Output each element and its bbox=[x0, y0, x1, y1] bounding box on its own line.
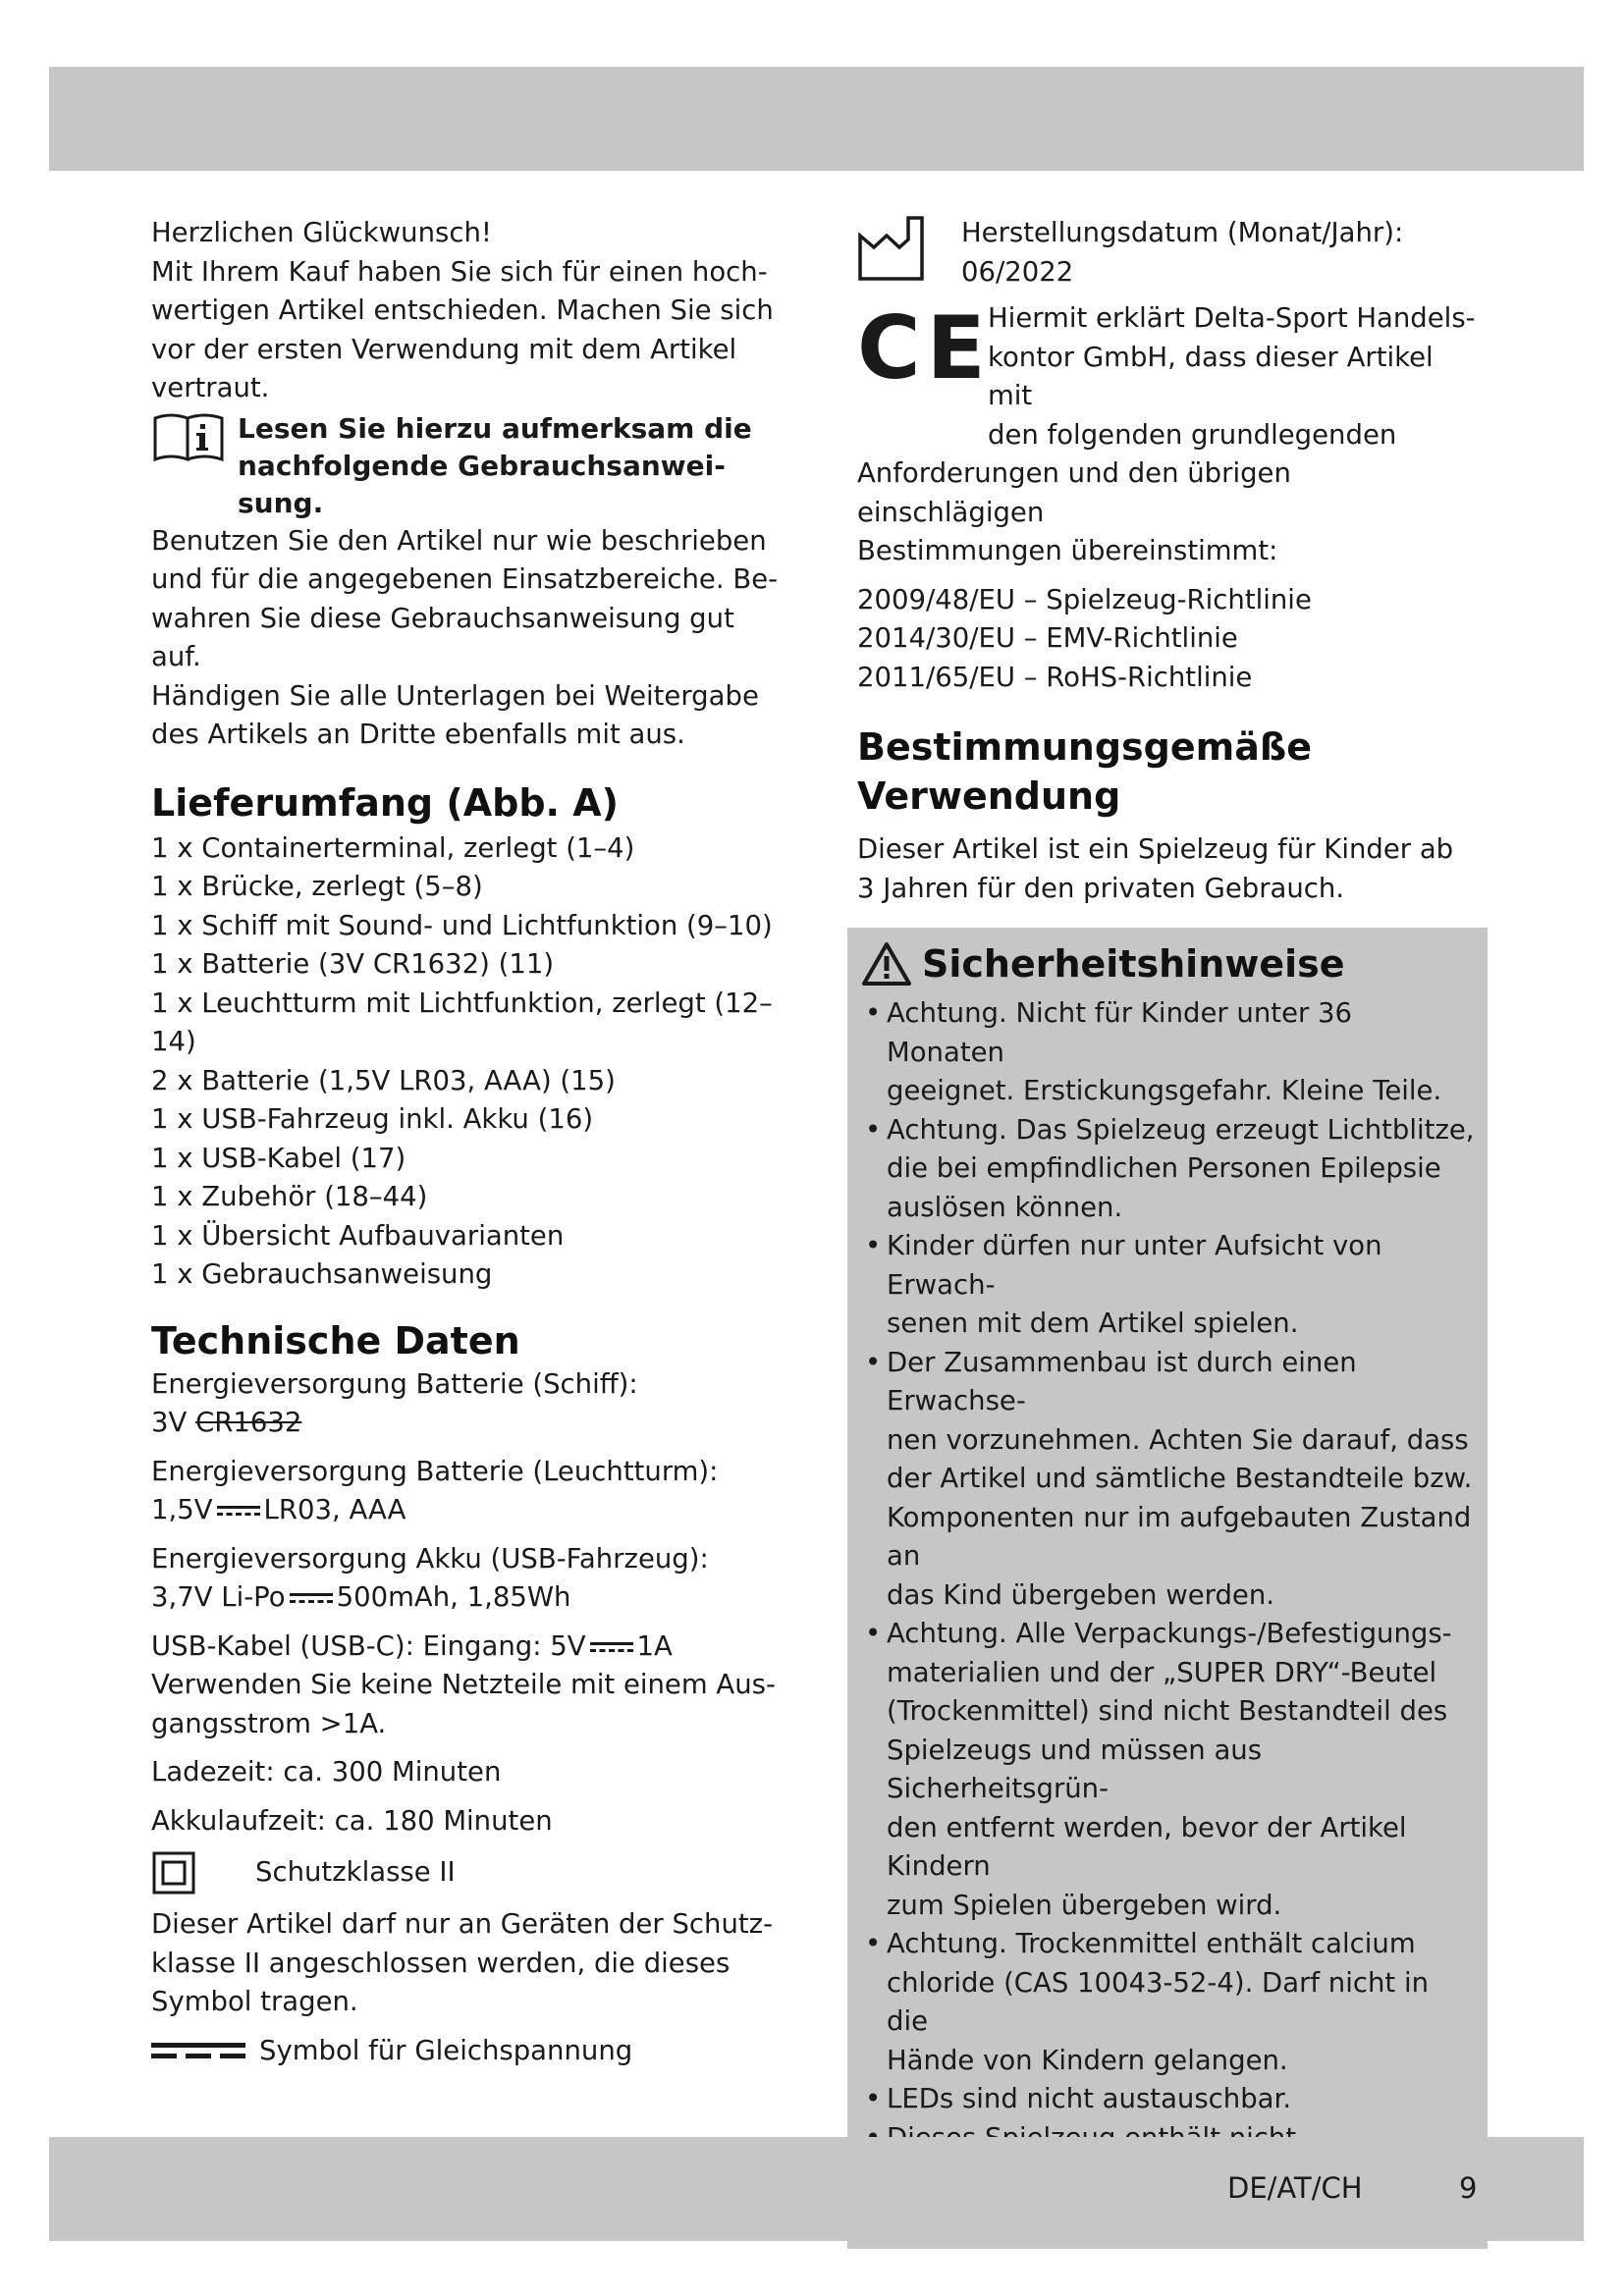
right-column bbox=[857, 214, 1486, 2249]
list-item: 1 x USB-Kabel (17) bbox=[151, 1142, 406, 1174]
usage-line: und für die angegebenen Einsatzbereiche. Be- bbox=[151, 563, 779, 595]
list-item bbox=[861, 1227, 1478, 1344]
directive-list bbox=[857, 581, 1486, 698]
usb-current: 1A bbox=[636, 1629, 673, 1662]
safety-line: das Kind übergeben werden. bbox=[887, 1578, 1275, 1611]
akku-spec: 500mAh, 1,85Wh bbox=[336, 1581, 571, 1613]
safety-line: den entfernt werden, bevor der Artikel Kindern bbox=[887, 1811, 1407, 1882]
safety-line: chloride (CAS 10043-52-4). Darf nicht in die bbox=[887, 1966, 1430, 2037]
ce-line: den folgenden grundlegenden bbox=[988, 418, 1397, 451]
safety-box bbox=[847, 928, 1488, 2249]
intended-use-line: Dieser Artikel ist ein Spielzeug für Kinder ab bbox=[857, 833, 1454, 865]
list-item: 1 x Zubehör (18–44) bbox=[151, 1181, 428, 1212]
ship-battery-label: Energieversorgung Batterie (Schiff): bbox=[151, 1367, 638, 1400]
intro-text bbox=[151, 253, 780, 408]
protection-line: Symbol tragen. bbox=[151, 1986, 358, 2017]
ce-line: kontor GmbH, dass dieser Artikel mit bbox=[988, 341, 1434, 411]
intended-use-line: 3 Jahren für den privaten Gebrauch. bbox=[857, 872, 1345, 904]
safety-list bbox=[861, 994, 1478, 2235]
list-item bbox=[861, 2080, 1478, 2119]
dc-symbol-icon bbox=[217, 1504, 260, 1518]
charge-time: Ladezeit: ca. 300 Minuten bbox=[151, 1756, 502, 1788]
lighthouse-battery-label: Energieversorgung Batterie (Leuchtturm): bbox=[151, 1455, 719, 1487]
safety-line: • Achtung. Alle Verpackungs-/Befestigungs- bbox=[887, 1618, 1452, 1649]
usage-text bbox=[151, 522, 780, 755]
usage-line: Händigen Sie alle Unterlagen bei Weitergabe bbox=[151, 679, 759, 712]
safety-line: Komponenten nur im aufgebauten Zustand an bbox=[887, 1501, 1472, 1572]
protection-class-row bbox=[151, 1850, 780, 1896]
note-line: Lesen Sie hierzu aufmerksam die bbox=[238, 411, 752, 445]
dc-symbol-icon bbox=[290, 1591, 333, 1605]
intro-line: Mit Ihrem Kauf haben Sie sich für einen hoch- bbox=[151, 255, 768, 288]
safety-line: auslösen können. bbox=[887, 1191, 1123, 1223]
intro-line: vor der ersten Verwendung mit dem Artikel bbox=[151, 333, 737, 365]
manual-info-icon bbox=[151, 410, 226, 463]
tech-heading: Technische Daten bbox=[151, 1318, 520, 1362]
safety-line: materialien und der „SUPER DRY“-Beutel bbox=[887, 1656, 1437, 1688]
manufacture-date-row bbox=[857, 214, 1486, 292]
read-instructions-note bbox=[151, 410, 780, 522]
protection-line: Dieser Artikel darf nur an Geräten der Schutz- bbox=[151, 1908, 774, 1940]
manufacture-date-value: 06/2022 bbox=[961, 255, 1074, 288]
usage-line: wahren Sie diese Gebrauchsanweisung gut auf. bbox=[151, 602, 734, 672]
directive-item: 2014/30/EU – EMV-Richtlinie bbox=[857, 622, 1238, 654]
ce-declaration bbox=[857, 299, 1486, 454]
safety-line: senen mit dem Artikel spielen. bbox=[887, 1308, 1299, 1339]
usage-line: Benutzen Sie den Artikel nur wie beschrieben bbox=[151, 524, 767, 557]
battery-runtime: Akkulaufzeit: ca. 180 Minuten bbox=[151, 1804, 553, 1837]
ship-battery-value bbox=[151, 1404, 780, 1443]
ship-battery-type: CR1632 bbox=[195, 1407, 302, 1438]
list-item: 1 x Gebrauchsanweisung bbox=[151, 1258, 493, 1290]
manufacture-date-label: Herstellungsdatum (Monat/Jahr): bbox=[961, 217, 1404, 248]
note-line: sung. bbox=[238, 486, 324, 519]
protection-class-ii-icon bbox=[151, 1850, 200, 1896]
lighthouse-battery-type: LR03, AAA bbox=[263, 1494, 406, 1525]
safety-line: (Trockenmittel) sind nicht Bestandteil des bbox=[887, 1695, 1448, 1727]
usb-cable-spec bbox=[151, 1628, 780, 1667]
usage-line: des Artikels an Dritte ebenfalls mit aus. bbox=[151, 719, 685, 750]
ce-line: Anforderungen und den übrigen einschlägigen bbox=[857, 457, 1291, 528]
psu-warning-line: Verwenden Sie keine Netzteile mit einem Aus- bbox=[151, 1669, 776, 1700]
safety-line: Hände von Kindern gelangen. bbox=[887, 2044, 1288, 2076]
safety-line: Spielzeugs und müssen aus Sicherheitsgrün- bbox=[887, 1734, 1263, 1804]
lighthouse-battery-value bbox=[151, 1491, 780, 1530]
safety-line: die bei empfindlichen Personen Epilepsie bbox=[887, 1152, 1441, 1184]
safety-line: • Achtung. Trockenmittel enthält calcium bbox=[887, 1928, 1416, 1959]
safety-line: • Achtung. Nicht für Kinder unter 36 Monaten bbox=[887, 997, 1353, 1068]
safety-line: zum Spielen übergeben wird. bbox=[887, 1889, 1282, 1921]
list-item bbox=[861, 1111, 1478, 1228]
safety-line: nen vorzunehmen. Achten Sie darauf, dass bbox=[887, 1423, 1469, 1456]
safety-line: der Artikel und sämtliche Bestandteile bzw. bbox=[887, 1463, 1473, 1494]
akku-label: Energieversorgung Akku (USB-Fahrzeug): bbox=[151, 1542, 709, 1575]
note-line: nachfolgende Gebrauchsanwei- bbox=[238, 449, 726, 482]
list-item bbox=[861, 994, 1478, 1111]
dc-voltage-icon bbox=[151, 2039, 245, 2062]
warning-triangle-icon bbox=[861, 941, 912, 987]
list-item bbox=[861, 1615, 1478, 1925]
heading-line: Verwendung bbox=[857, 774, 1121, 818]
safety-line: geeignet. Erstickungsgefahr. Kleine Teile. bbox=[887, 1075, 1442, 1106]
scope-list bbox=[151, 829, 780, 1295]
dc-symbol-row bbox=[151, 2032, 780, 2071]
ship-voltage: 3V bbox=[151, 1407, 188, 1438]
safety-line: • LEDs sind nicht austauschbar. bbox=[887, 2083, 1292, 2114]
factory-icon bbox=[857, 214, 928, 283]
list-item: 1 x Schiff mit Sound- und Lichtfunktion (9–10) bbox=[151, 909, 773, 941]
list-item: 1 x Übersicht Aufbauvarianten bbox=[151, 1219, 565, 1252]
safety-line: • Der Zusammenbau ist durch einen Erwachse- bbox=[887, 1346, 1357, 1416]
protection-class-label: Schutzklasse II bbox=[255, 1856, 456, 1889]
directive-item: 2011/65/EU – RoHS-Richtlinie bbox=[857, 661, 1253, 693]
akku-value bbox=[151, 1578, 780, 1618]
safety-line: • Kinder dürfen nur unter Aufsicht von Erwach- bbox=[887, 1230, 1382, 1301]
list-item: 1 x Leuchtturm mit Lichtfunktion, zerlegt (12–14) bbox=[151, 987, 773, 1057]
psu-warning-line: gangsstrom >1A. bbox=[151, 1707, 387, 1739]
heading-line: Bestimmungsgemäße bbox=[857, 725, 1312, 769]
list-item: 1 x USB-Fahrzeug inkl. Akku (16) bbox=[151, 1103, 594, 1135]
akku-voltage: 3,7V Li-Po bbox=[151, 1581, 286, 1613]
dc-symbol-icon bbox=[590, 1640, 633, 1654]
page-number: 9 bbox=[1459, 2171, 1478, 2205]
usb-input: USB-Kabel (USB-C): Eingang: 5V bbox=[151, 1629, 586, 1662]
list-item bbox=[861, 1925, 1478, 2080]
dc-symbol-label: Symbol für Gleichspannung bbox=[259, 2034, 633, 2066]
tech-data bbox=[151, 1365, 780, 2071]
intro-line: wertigen Artikel entschieden. Machen Sie sich bbox=[151, 294, 774, 326]
safety-heading: Sicherheitshinweise bbox=[922, 942, 1345, 986]
protection-line: klasse II angeschlossen werden, die dieses bbox=[151, 1947, 731, 1979]
scope-heading: Lieferumfang (Abb. A) bbox=[151, 780, 619, 825]
list-item: 1 x Batterie (3V CR1632) (11) bbox=[151, 948, 555, 980]
safety-line: • Achtung. Das Spielzeug erzeugt Lichtblitze, bbox=[887, 1113, 1475, 1146]
list-item: 1 x Brücke, zerlegt (5–8) bbox=[151, 871, 483, 902]
safety-heading-row bbox=[861, 939, 1478, 988]
lighthouse-voltage: 1,5V bbox=[151, 1494, 213, 1525]
directive-item: 2009/48/EU – Spielzeug-Richtlinie bbox=[857, 583, 1312, 615]
intro-line: vertraut. bbox=[151, 372, 270, 403]
list-item: 2 x Batterie (1,5V LR03, AAA) (15) bbox=[151, 1064, 616, 1096]
left-column bbox=[151, 214, 780, 2070]
ce-line: Bestimmungen übereinstimmt: bbox=[857, 535, 1278, 566]
list-item: 1 x Containerterminal, zerlegt (1–4) bbox=[151, 831, 635, 864]
footer-region: DE/AT/CH bbox=[1227, 2171, 1363, 2205]
intended-use-heading bbox=[857, 722, 1486, 821]
intended-use-text bbox=[857, 830, 1486, 908]
header-bar bbox=[49, 67, 1584, 171]
ce-mark-icon: CE bbox=[857, 297, 992, 399]
list-item bbox=[861, 1344, 1478, 1616]
intro-greeting: Herzlichen Glückwunsch! bbox=[151, 217, 492, 248]
ce-line: Hiermit erklärt Delta-Sport Handels- bbox=[988, 302, 1476, 334]
